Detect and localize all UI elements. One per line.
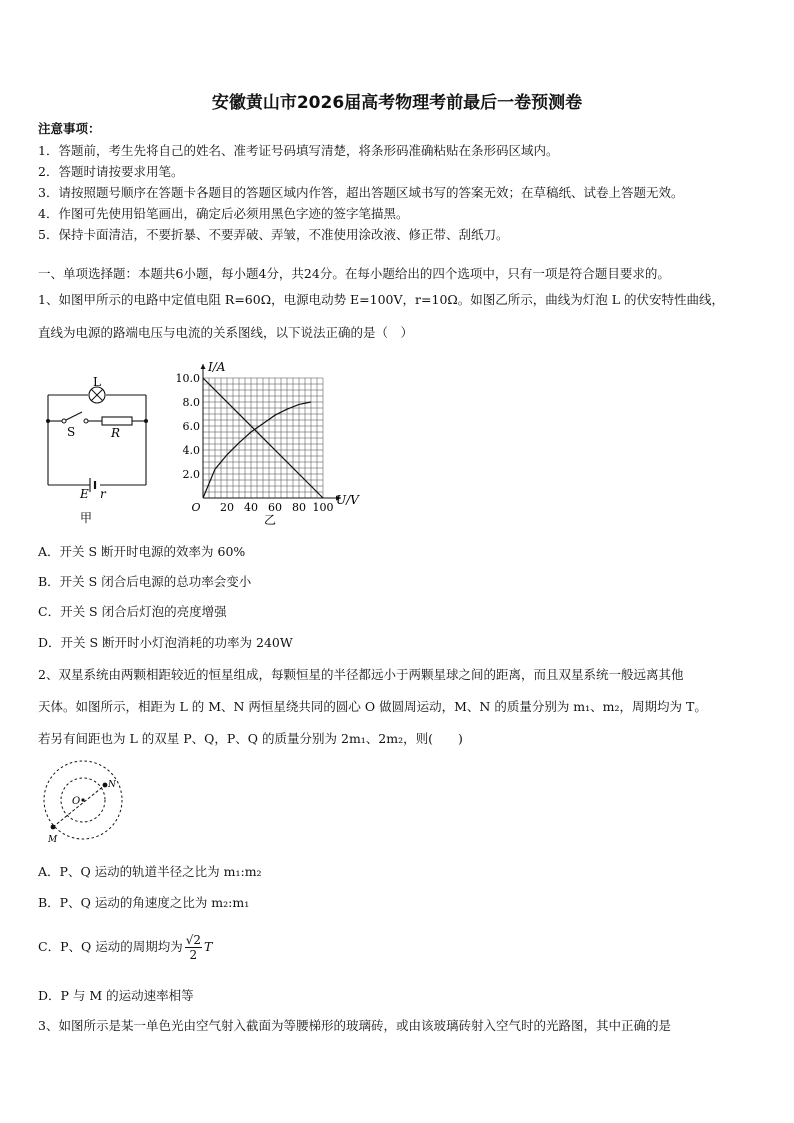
internal-resistance-label: r <box>100 487 106 501</box>
question-3-stem: 3、如图所示是某一单色光由空气射入截面为等腰梯形的玻璃砖，或由该玻璃砖射入空气时的光路图，其中正确的是 <box>38 1018 671 1033</box>
junction-dot <box>46 419 50 423</box>
circuit-diagram <box>40 370 160 530</box>
center-label: O <box>72 796 81 807</box>
x-tick-label: 100 <box>312 501 334 514</box>
switch-contact <box>84 419 88 423</box>
figure-caption: 甲 <box>80 511 93 525</box>
y-tick-label: 4.0 <box>182 444 200 457</box>
y-tick-label: 8.0 <box>182 396 200 409</box>
question-2-stem: 2、双星系统由两颗相距较近的恒星组成，每颗恒星的半径都远小于两颗星球之间的距离，而且双星系统一般远离其他 <box>38 667 684 682</box>
page-title: 安徽黄山市2026届高考物理考前最后一卷预测卷 <box>211 93 583 113</box>
option-c[interactable] <box>38 930 212 964</box>
star-n-label: N <box>108 780 116 790</box>
x-tick-label: O <box>191 501 201 514</box>
notice-heading: 注意事项： <box>38 121 101 136</box>
fraction <box>185 933 202 962</box>
figure-caption: 乙 <box>264 513 277 527</box>
y-tick-label: 2.0 <box>182 468 200 481</box>
fraction-denominator: 2 <box>189 948 198 962</box>
x-tick-label: 60 <box>268 501 282 514</box>
section-heading: 一、单项选择题：本题共6小题，每小题4分，共24分。在每小题给出的四个选项中，只有一项是符合题目要求的。 <box>38 266 670 281</box>
option-c-text: C．P、Q 运动的周期均为 <box>38 939 183 954</box>
fraction-numerator: √2 <box>185 933 201 947</box>
notice-item: 4．作图可先使用铅笔画出，确定后必须用黑色字迹的签字笔描黑。 <box>38 206 409 221</box>
y-tick-label: 6.0 <box>182 420 200 433</box>
question-1-stem: 直线为电源的路端电压与电流的关系图线，以下说法正确的是（ ） <box>38 325 414 340</box>
notice-item: 3．请按照题号顺序在答题卡各题目的答题区域内作答，超出答题区域书写的答案无效；在草稿纸、试卷上答题无效。 <box>38 185 684 200</box>
option-c-unit: T <box>203 939 213 954</box>
junction-dot <box>144 419 148 423</box>
option-c[interactable]: C．开关 S 闭合后灯泡的亮度增强 <box>38 604 227 619</box>
question-1-stem: 1、如图甲所示的电路中定值电阻 R=60Ω，电源电动势 E=100V，r=10Ω。如图乙所示，曲线为灯泡 L 的伏安特性曲线， <box>38 292 725 307</box>
y-tick-label: 10.0 <box>175 372 200 385</box>
notice-item: 2．答题时请按要求用笔。 <box>38 164 184 179</box>
star-m <box>51 825 56 830</box>
option-d[interactable]: D．开关 S 断开时小灯泡消耗的功率为 240W <box>38 635 293 650</box>
notice-item: 5．保持卡面清洁，不要折暴、不要弄破、弄皱，不准使用涂改液、修正带、刮纸刀。 <box>38 227 509 242</box>
y-axis-arrow <box>201 364 206 369</box>
star-n <box>103 783 108 788</box>
lamp-label: L <box>93 375 101 389</box>
option-d[interactable]: D．P 与 M 的运动速率相等 <box>38 988 194 1003</box>
x-tick-label: 80 <box>292 501 306 514</box>
iv-chart <box>170 355 370 530</box>
emf-label: E <box>80 487 89 501</box>
x-axis-label: U/V <box>336 493 359 507</box>
center-dot <box>81 798 84 801</box>
option-b[interactable]: B．开关 S 闭合后电源的总功率会变小 <box>38 574 252 589</box>
resistor-label: R <box>111 426 121 440</box>
y-axis-label: I/A <box>208 360 226 374</box>
notice-item: 1．答题前，考生先将自己的姓名、准考证号码填写清楚，将条形码准确粘贴在条形码区域内。 <box>38 143 559 158</box>
lamp-icon <box>89 387 105 403</box>
question-2-stem: 天体。如图所示，相距为 L 的 M、N 两恒星绕共同的圆心 O 做圆周运动，M、N 的质量分别为 m₁、m₂，周期均为 T。 <box>38 699 707 714</box>
option-a[interactable]: A．开关 S 断开时电源的效率为 60% <box>38 544 246 559</box>
question-2-stem: 若另有间距也为 L 的双星 P、Q，P、Q 的质量分别为 2m₁、2m₂，则( ) <box>38 731 463 746</box>
resistor-icon <box>102 417 132 425</box>
switch-contact <box>62 419 66 423</box>
star-m-label: M <box>48 835 58 845</box>
x-tick-label: 40 <box>244 501 258 514</box>
binary-star-diagram <box>38 758 138 850</box>
option-a[interactable]: A．P、Q 运动的轨道半径之比为 m₁:m₂ <box>38 864 262 879</box>
x-tick-label: 20 <box>220 501 234 514</box>
option-b[interactable]: B．P、Q 运动的角速度之比为 m₂:m₁ <box>38 895 250 910</box>
switch-label: S <box>67 425 76 439</box>
